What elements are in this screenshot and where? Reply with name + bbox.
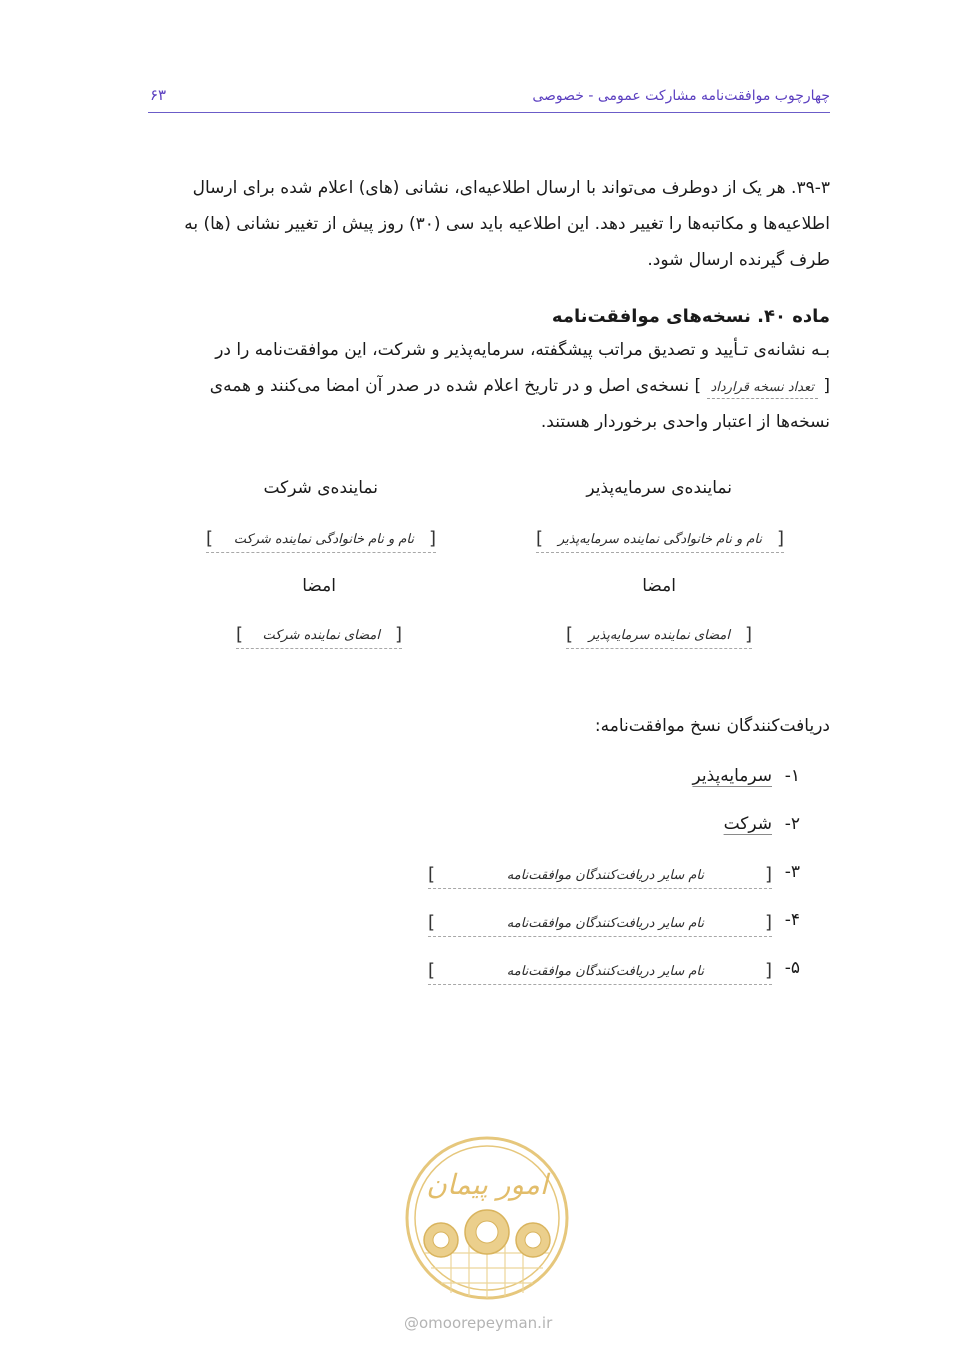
recipient-1-num: ۱- (784, 766, 800, 786)
bracket-close: ] (428, 960, 436, 981)
recipient-3-num: ۳- (784, 862, 800, 882)
company-signature-placeholder: امضای نماینده شرکت (262, 628, 380, 643)
article-40-body (148, 332, 830, 440)
company-name-placeholder: نام و نام خانوادگی نماینده شرکت (233, 532, 414, 547)
copies-bracket-open: [ (823, 376, 830, 396)
copies-count-field[interactable]: تعداد نسخه قرارداد (707, 378, 818, 399)
watermark-seal-logo (401, 1128, 573, 1314)
company-name-field[interactable] (206, 528, 436, 553)
header-title: چهارچوب موافقت‌نامه مشارکت عمومی - خصوصی (532, 88, 830, 104)
recipient-4-field[interactable] (428, 912, 772, 937)
clause-39-3 (148, 170, 830, 278)
investee-sign-label: امضا (642, 576, 676, 596)
investee-name-placeholder: نام و نام خانوادگی نماینده سرمایه‌پذیر (557, 532, 762, 547)
recipient-2-text: شرکت (723, 814, 772, 834)
page-header (148, 84, 830, 113)
company-signature-field[interactable] (236, 624, 402, 649)
bracket-open: [ (744, 624, 752, 645)
investee-name-field[interactable] (536, 528, 784, 553)
clause-39-3-line2: اطلاعیه‌ها و مکاتبه‌ها را تغییر دهد. این اطلاعیه باید سی (۳۰) روز پیش از تغییر نشانی (ها) به (184, 214, 830, 234)
recipients-label: دریافت‌کنندگان نسخ موافقت‌نامه: (594, 716, 830, 736)
page-number: ۶۳ (150, 86, 167, 104)
recipient-2-num: ۲- (784, 814, 800, 834)
recipient-1-text: سرمایه‌پذیر (692, 766, 772, 786)
article-40-line3: نسخه‌ها از اعتبار واحدی برخوردار هستند. (540, 412, 830, 432)
recipient-5-placeholder: نام سایر دریافت‌کنندگان موافقت‌نامه (506, 964, 704, 979)
article-40-line2-text: ] نسخه‌ی اصل و در تاریخ اعلام شده در صدر آن امضا می‌کنند و همه‌ی (209, 376, 702, 396)
recipient-4-placeholder: نام سایر دریافت‌کنندگان موافقت‌نامه (506, 916, 704, 931)
bracket-close: ] (236, 624, 244, 645)
clause-39-3-line3: طرف گیرنده ارسال شود. (647, 250, 830, 270)
watermark-url: @omoorepeyman.ir (404, 1314, 553, 1332)
bracket-open: [ (776, 528, 784, 549)
bracket-close: ] (536, 528, 544, 549)
article-40-line1: بـه نشانه‌ی تـأیید و تصدیق مراتب پیشگفته، سرمایه‌پذیر و شرکت، این موافقت‌نامه را در (215, 340, 830, 360)
bracket-open: [ (764, 912, 772, 933)
investee-signature-field[interactable] (566, 624, 752, 649)
bracket-close: ] (428, 912, 436, 933)
recipient-3-field[interactable] (428, 864, 772, 889)
article-40-line2 (148, 368, 830, 404)
investee-rep-title: نماینده‌ی سرمایه‌پذیر (586, 478, 732, 498)
bracket-open: [ (764, 960, 772, 981)
bracket-open: [ (428, 528, 436, 549)
clause-39-3-line1: ۳۹-۳. هر یک از دوطرف می‌تواند با ارسال اطلاعیه‌ای، نشانی (های) اعلام شده برای ارسال (192, 178, 830, 198)
bracket-open: [ (764, 864, 772, 885)
investee-signature-placeholder: امضای نماینده سرمایه‌پذیر (588, 628, 730, 643)
company-rep-title: نماینده‌ی شرکت (263, 478, 378, 498)
recipient-5-field[interactable] (428, 960, 772, 985)
recipient-3-placeholder: نام سایر دریافت‌کنندگان موافقت‌نامه (506, 868, 704, 883)
seal-logo-lettering: امور پیمان (426, 1168, 548, 1201)
bracket-close: ] (428, 864, 436, 885)
bracket-close: ] (566, 624, 574, 645)
article-40-heading: ماده ۴۰. نسخه‌های موافقت‌نامه (551, 306, 830, 327)
company-sign-label: امضا (302, 576, 336, 596)
recipient-4-num: ۴- (784, 910, 800, 930)
bracket-close: ] (206, 528, 214, 549)
bracket-open: [ (394, 624, 402, 645)
recipient-5-num: ۵- (784, 958, 800, 978)
